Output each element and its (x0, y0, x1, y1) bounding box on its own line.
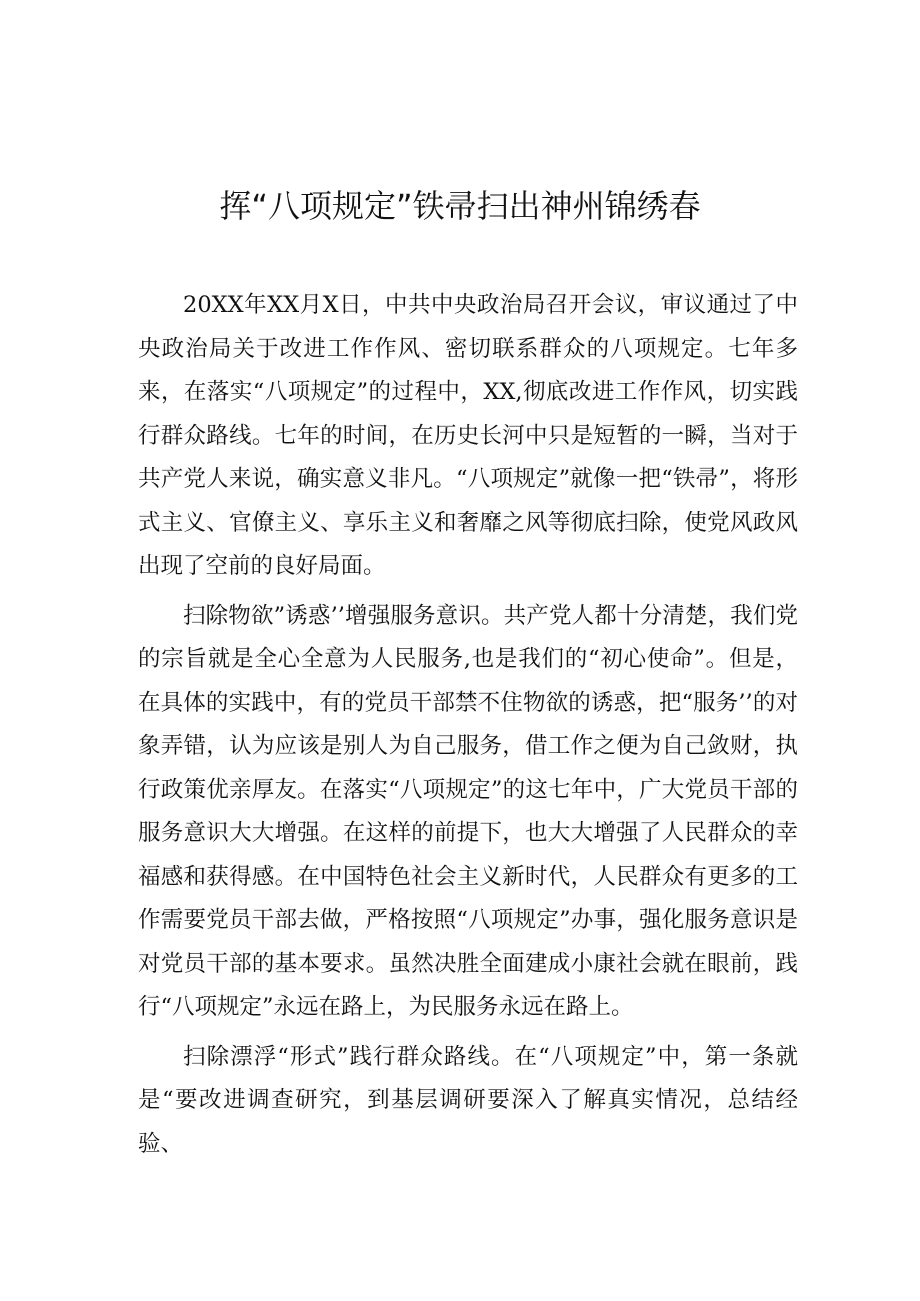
document-body (138, 284, 798, 1166)
paragraph-service-awareness: 扫除物欲”诱惑’’增强服务意识。共产党人都十分清楚，我们党的宗旨就是全心全意为人民服务,也是我们的“初心使命”。但是，在具体的实践中，有的党员干部禁不住物欲的诱惑，把“服务’’的对象弄错，认为应该是别人为自己服务，借工作之便为自己敛财，执行政策优亲厚友。在落实“八项规定”的这七年中，广大党员干部的服务意识大大增强。在这样的前提下，也大大增强了人民群众的幸福感和获得感。在中国特色社会主义新时代，人民群众有更多的工作需要党员干部去做，严格按照“八项规定”办事，强化服务意识是对党员干部的基本要求。虽然决胜全面建成小康社会就在眼前，践行“八项规定”永远在路上，为民服务永远在路上。 (138, 602, 798, 1020)
paragraph-intro: 20XX年XX月X日，中共中央政治局召开会议，审议通过了中央政治局关于改进工作作风、密切联系群众的八项规定。七年多来，在落实“八项规定”的过程中，XX,彻底改进工作作风，切实践行群众路线。七年的时间，在历史长河中只是短暂的一瞬，当对于共产党人来说，确实意义非凡。“八项规定”就像一把“铁帚”，将形式主义、官僚主义、享乐主义和奢靡之风等彻底扫除，使党风政风出现了空前的良好局面。 (138, 292, 798, 579)
document-title: 挥“八项规定”铁帚扫出神州锦绣春 (219, 187, 701, 225)
paragraph-mass-line: 扫除漂浮“形式”践行群众路线。在“八项规定”中，第一条就是“要改进调查研究，到基层调研要深入了解真实情况，总结经验、 (138, 1043, 798, 1157)
